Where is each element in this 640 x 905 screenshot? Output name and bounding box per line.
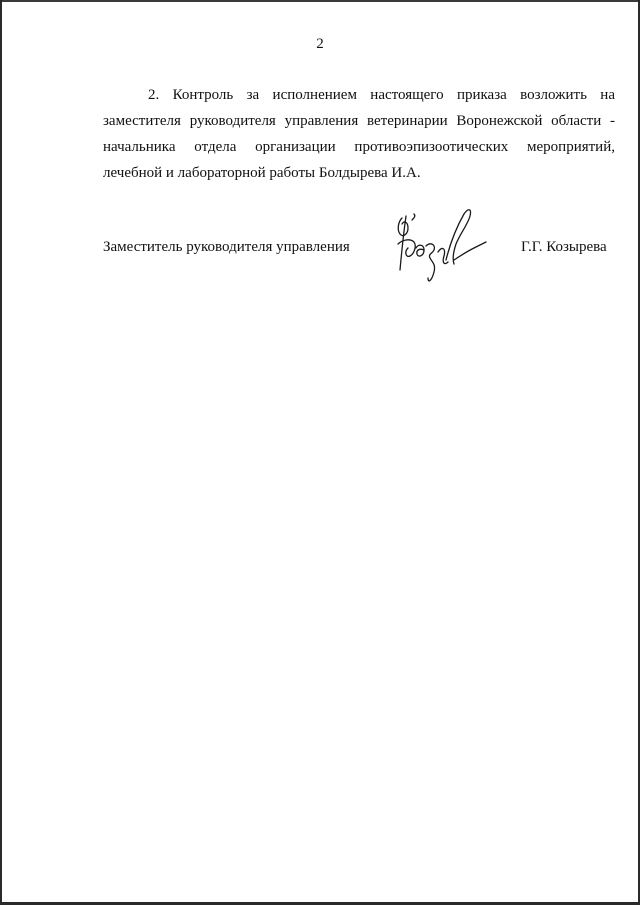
scan-border-top — [0, 0, 640, 2]
order-paragraph — [103, 82, 615, 186]
paragraph-line: заместителя руководителя управления ветеринарии Воронежской области - — [103, 113, 615, 129]
paragraph-line: лечебной и лабораторной работы Болдырева И.А. — [103, 165, 421, 181]
page-number: 2 — [316, 36, 324, 52]
scan-border-left — [0, 0, 2, 905]
handwritten-signature — [384, 200, 504, 290]
signatory-name: Г.Г. Козырева — [521, 239, 607, 255]
paragraph-line: 2. Контроль за исполнением настоящего приказа возложить на — [148, 87, 615, 103]
paragraph-line: начальника отдела организации противоэпизоотических мероприятий, — [103, 139, 615, 155]
signatory-position: Заместитель руководителя управления — [103, 239, 350, 255]
